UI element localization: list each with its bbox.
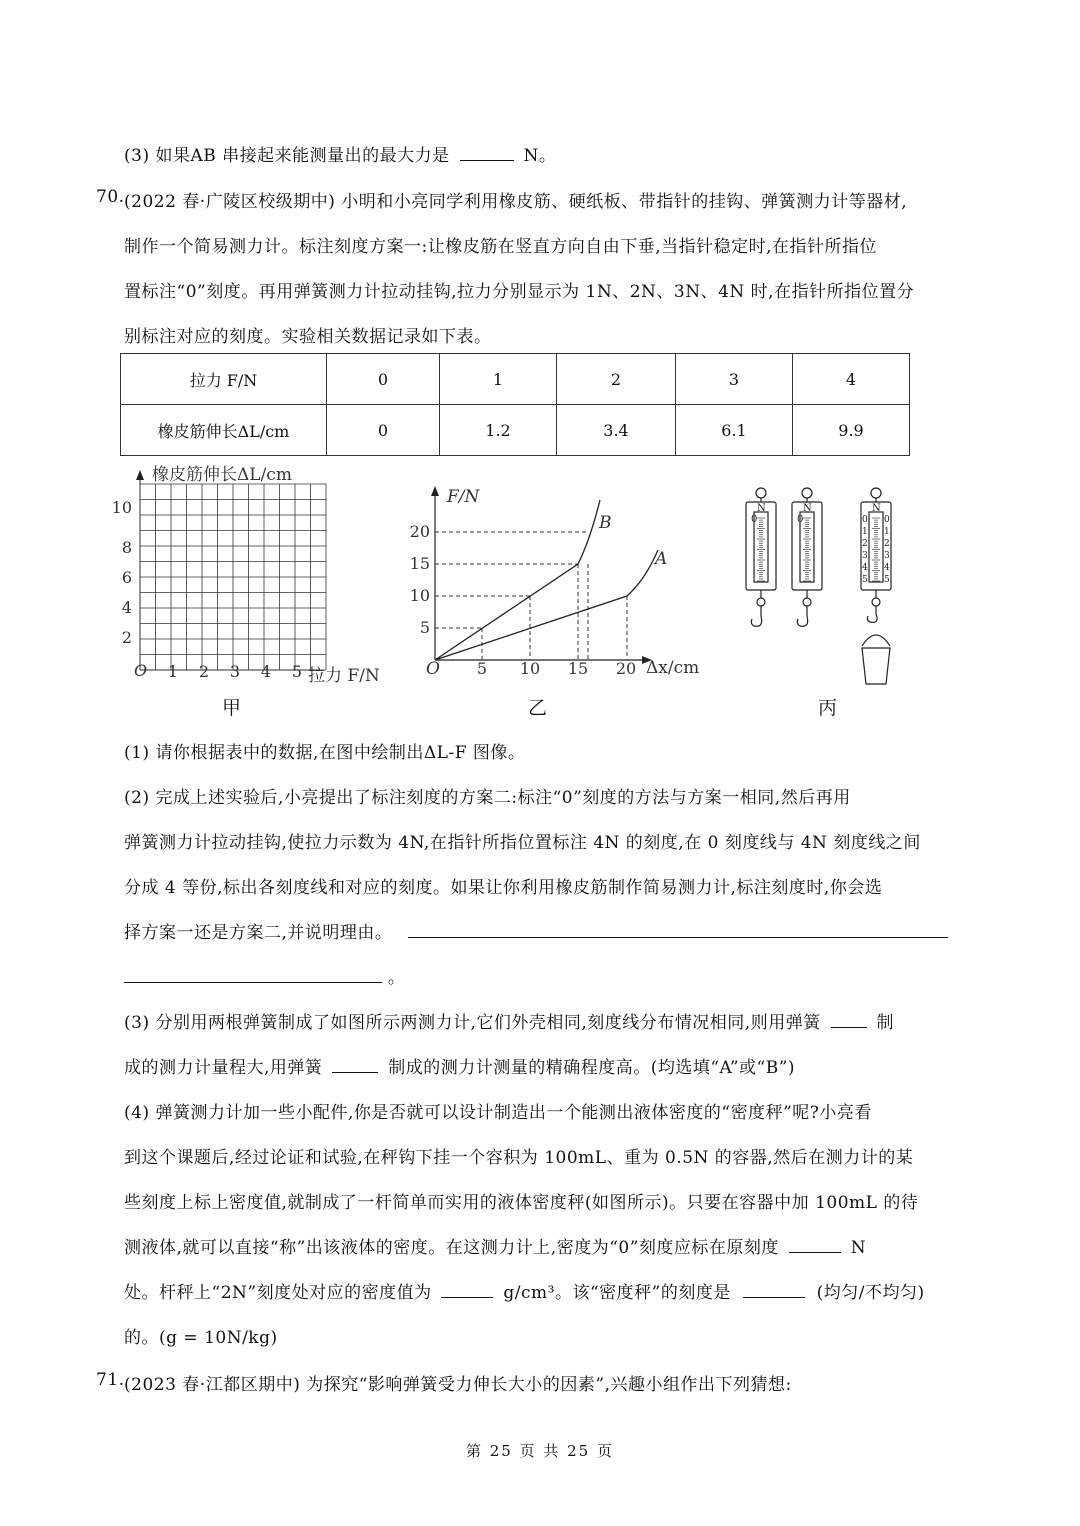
- caption-bing: 丙: [818, 697, 838, 719]
- jia-xtick: 4: [260, 662, 272, 681]
- q70-number: 70.: [96, 187, 125, 207]
- q70-part4-4: [124, 1233, 866, 1258]
- q70-part2-1: (2) 完成上述实验后,小亮提出了标注刻度的方案二:标注“0”刻度的方法与方案一相同,然后再用: [124, 788, 851, 808]
- q70-part2-5: [124, 963, 405, 988]
- table-header: 橡皮筋伸长ΔL/cm: [121, 405, 327, 456]
- q70-part3-1-tail: 制: [876, 1013, 895, 1033]
- data-table: [120, 353, 910, 456]
- yi-ytick: 15: [410, 554, 430, 573]
- q70-intro-1: (2022 春·广陵区校级期中) 小明和小亮同学利用橡皮筋、硬纸板、带指针的挂钩、弹簧测力计等器材,: [124, 192, 908, 212]
- table-cell: 1.2: [440, 405, 557, 456]
- q70-part4-4-text: 测液体,就可以直接“称”出该液体的密度。在这测力计上,密度为“0”刻度应标在原刻度: [124, 1238, 779, 1258]
- table-cell: 3: [676, 354, 793, 405]
- q70-part2-4-text: 择方案一还是方案二,并说明理由。: [124, 923, 393, 943]
- figure-bing: [740, 484, 910, 694]
- q70-part4-blank-zero[interactable]: [789, 1236, 841, 1253]
- balance-3-num-right: 3: [884, 551, 890, 561]
- yi-xtick: 15: [567, 659, 589, 678]
- q71-number: 71.: [96, 1370, 125, 1390]
- jia-ytick: 8: [121, 538, 132, 557]
- q71-text: (2023 春·江都区期中) 为探究“影响弹簧受力伸长大小的因素”,兴趣小组作出下列猜想:: [124, 1375, 792, 1395]
- jia-ytick: 10: [111, 498, 132, 517]
- yi-ytick: 5: [419, 618, 430, 637]
- yi-label-a: A: [655, 549, 668, 569]
- yi-xtick: 5: [476, 659, 488, 678]
- balance-2-unit: N: [803, 503, 812, 514]
- figure-yi: [410, 480, 710, 700]
- balance-3-num: 2: [862, 539, 868, 549]
- q70-part2-2: 弹簧测力计拉动挂钩,使拉力示数为 4N,在指针所指位置标注 4N 的刻度,在 0 刻度线与 4N 刻度线之间: [124, 833, 921, 853]
- table-cell: 6.1: [676, 405, 793, 456]
- q70-part2-answer-blank[interactable]: [408, 921, 948, 938]
- jia-xtick: 1: [167, 662, 179, 681]
- balance-3-zero: 0: [862, 515, 868, 525]
- q70-part2-4: [124, 918, 948, 943]
- balance-3-num-right: 5: [884, 575, 890, 585]
- balance-1-unit: N: [757, 503, 766, 514]
- q70-part4-5: [124, 1278, 925, 1303]
- q69-answer-blank[interactable]: [460, 144, 514, 161]
- balance-1-zero: 0: [751, 514, 758, 525]
- balance-3-num-right: 1: [884, 527, 890, 537]
- jia-ytick: 6: [121, 568, 132, 587]
- jia-grid: [140, 484, 326, 670]
- jia-xlabel: 拉力 F/N: [308, 666, 380, 686]
- q70-part3-blank-b[interactable]: [332, 1056, 378, 1073]
- yi-origin: O: [426, 659, 440, 679]
- jia-ylabel: 橡皮筋伸长ΔL/cm: [152, 465, 292, 485]
- q70-part4-4-unit: N: [850, 1238, 867, 1258]
- yi-y-arrow: [431, 486, 439, 496]
- jia-xtick: 3: [229, 662, 241, 681]
- q70-part4-5-mid: g/cm³。该“密度秤”的刻度是: [503, 1283, 731, 1303]
- q70-part4-2: 到这个课题后,经过论证和试验,在秤钩下挂一个容积为 100mL、重为 0.5N 的容器,然后在测力计的某: [124, 1148, 914, 1168]
- balance-3-num: 4: [862, 563, 868, 573]
- yi-ylabel: F/N: [447, 487, 480, 507]
- q69-part3-text: (3) 如果AB 串接起来能测量出的最大力是: [124, 146, 450, 166]
- table-cell: 1: [440, 354, 557, 405]
- yi-line-a: [435, 550, 658, 660]
- table-cell: 4: [793, 354, 910, 405]
- yi-xlabel: Δx/cm: [646, 658, 700, 678]
- q70-intro-4: 别标注对应的刻度。实验相关数据记录如下表。: [124, 327, 492, 347]
- q70-part3-1: [124, 1008, 894, 1033]
- yi-label-b: B: [599, 513, 612, 533]
- page-footer: 第 25 页 共 25 页: [465, 1442, 614, 1460]
- jia-ytick: 4: [121, 598, 132, 617]
- balance-2-zero: 0: [797, 514, 804, 525]
- table-row: [121, 405, 910, 456]
- balance-3-num-right: 4: [884, 563, 890, 573]
- table-cell: 2: [557, 354, 676, 405]
- q70-part4-6: 的。(g = 10N/kg): [124, 1328, 278, 1348]
- q70-part3-1-text: (3) 分别用两根弹簧制成了如图所示两测力计,它们外壳相同,刻度线分布情况相同,则用弹簧: [124, 1013, 821, 1033]
- q70-part4-blank-density[interactable]: [441, 1281, 493, 1298]
- caption-yi: 乙: [528, 697, 548, 719]
- q70-part3-2-text: 成的测力计量程大,用弹簧: [124, 1058, 323, 1078]
- q70-intro-2: 制作一个简易测力计。标注刻度方案一:让橡皮筋在竖直方向自由下垂,当指针稳定时,在指针所指位: [124, 237, 878, 257]
- yi-xtick: 20: [615, 659, 637, 678]
- q70-part4-blank-uniform[interactable]: [743, 1281, 805, 1298]
- yi-xtick: 10: [519, 659, 541, 678]
- jia-y-arrow: [136, 470, 144, 480]
- table-row: [121, 354, 910, 405]
- yi-ytick: 10: [410, 586, 430, 605]
- table-header: 拉力 F/N: [121, 354, 327, 405]
- balance-3-num: 1: [862, 527, 868, 537]
- q69-part3-unit: N。: [523, 146, 557, 166]
- q70-part2-answer-blank-cont[interactable]: [124, 966, 382, 983]
- jia-ytick: 2: [121, 628, 132, 647]
- jia-origin: O: [134, 661, 148, 680]
- table-cell: 3.4: [557, 405, 676, 456]
- q70-part4-5-text: 处。杆秤上“2N”刻度处对应的密度值为: [124, 1283, 432, 1303]
- q70-part1: (1) 请你根据表中的数据,在图中绘制出ΔL-F 图像。: [124, 743, 526, 763]
- caption-jia: 甲: [222, 697, 242, 719]
- table-cell: 0: [327, 405, 440, 456]
- q70-part3-blank-a[interactable]: [831, 1011, 867, 1028]
- q70-part3-2-tail: 制成的测力计测量的精确程度高。(均选填“A”或“B”): [388, 1058, 796, 1078]
- jia-xtick: 2: [198, 662, 210, 681]
- balance-3-num-right: 2: [884, 539, 890, 549]
- q69-part3: [124, 141, 556, 166]
- q70-part2-end: 。: [387, 968, 406, 988]
- yi-ytick: 20: [410, 522, 430, 541]
- q70-part4-3: 些刻度上标上密度值,就制成了一杆简单而实用的液体密度秤(如图所示)。只要在容器中加 100mL 的待: [124, 1193, 919, 1213]
- balance-3-num: 3: [862, 551, 868, 561]
- yi-line-b: [435, 500, 600, 660]
- balance-3-zero-right: 0: [884, 515, 890, 525]
- q70-intro-3: 置标注“0”刻度。再用弹簧测力计拉动挂钩,拉力分别显示为 1N、2N、3N、4N 时,在指针所指位置分: [124, 282, 915, 302]
- balance-3-num: 5: [862, 575, 868, 585]
- table-cell: 0: [327, 354, 440, 405]
- balance-3-unit: N: [872, 503, 881, 514]
- jia-xtick: 5: [291, 662, 303, 681]
- q70-part4-5-tail: (均匀/不均匀): [816, 1283, 925, 1303]
- q70-part2-3: 分成 4 等份,标出各刻度线和对应的刻度。如果让你利用橡皮筋制作简易测力计,标注刻度时,你会选: [124, 878, 883, 898]
- q70-part4-1: (4) 弹簧测力计加一些小配件,你是否就可以设计制造出一个能测出液体密度的“密度秤”呢?小亮看: [124, 1103, 872, 1123]
- figure-jia: [110, 460, 410, 690]
- table-cell: 9.9: [793, 405, 910, 456]
- q70-part3-2: [124, 1053, 795, 1078]
